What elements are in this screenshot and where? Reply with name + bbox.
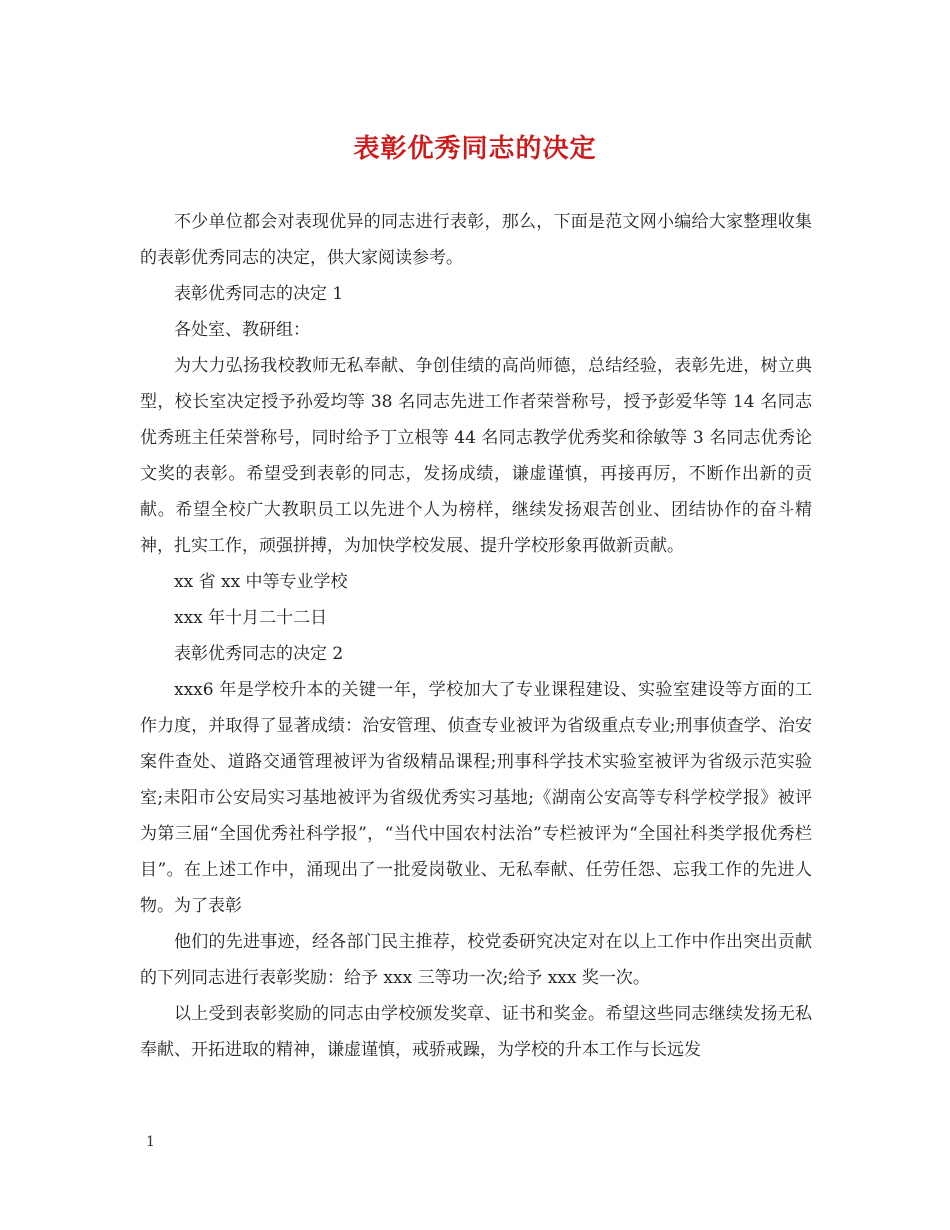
document-title: 表彰优秀同志的决定: [353, 134, 597, 164]
section-heading-2: 表彰优秀同志的决定 2: [174, 644, 344, 664]
section-heading-1: 表彰优秀同志的决定 1: [174, 284, 344, 304]
decision-2-award-paragraph: 他们的先进事迹，经各部门民主推荐，校党委研究决定对在以上工作中作出突出贡献的下列同志进行表彰奖励：给予 xxx 三等功一次;给予 xxx 奖一次。: [140, 932, 812, 988]
decision-2-closing-paragraph: 以上受到表彰奖励的同志由学校颁发奖章、证书和奖金。希望这些同志继续发扬无私奉献、开拓进取的精神，谦虚谨慎，戒骄戒躁，为学校的升本工作与长远发: [140, 1004, 812, 1060]
decision-1-paragraph: 为大力弘扬我校教师无私奉献、争创佳绩的高尚师德，总结经验，表彰先进，树立典型，校长室决定授予孙爱均等 38 名同志先进工作者荣誉称号，授予彭爱华等 14 名同志优秀班主任荣誉称号，同时给予丁立根等 44 名同志教学优秀奖和徐敏等 3 名同志优秀论文奖的表彰。希望受到表彰的同志，发扬成绩，谦虚谨慎，再接再厉，不断作出新的贡献。希望全校广大教职员工以先进个人为榜样，继续发扬艰苦创业、团结协作的奋斗精神，扎实工作，顽强拼搏，为加快学校发展、提升学校形象再做新贡献。: [140, 356, 812, 556]
signature-date: xxx 年十月二十二日: [174, 608, 328, 628]
document-body: [140, 204, 812, 1068]
signature-school: xx 省 xx 中等专业学校: [174, 572, 348, 592]
decision-2-paragraph: xxx6 年是学校升本的关键一年，学校加大了专业课程建设、实验室建设等方面的工作力度，并取得了显著成绩：治安管理、侦查专业被评为省级重点专业;刑事侦查学、治安案件查处、道路交通管理被评为省级精品课程;刑事科学技术实验室被评为省级示范实验室;耒阳市公安局实习基地被评为省级优秀实习基地;《湖南公安高等专科学校学报》被评为第三届“全国优秀社科学报”，“当代中国农村法治”专栏被评为“全国社科类学报优秀栏目”。在上述工作中，涌现出了一批爱岗敬业、无私奉献、任劳任怨、忘我工作的先进人物。为了表彰: [140, 680, 812, 916]
salutation: 各处室、教研组：: [174, 320, 310, 340]
intro-paragraph: 不少单位都会对表现优异的同志进行表彰，那么，下面是范文网小编给大家整理收集的表彰优秀同志的决定，供大家阅读参考。: [140, 212, 812, 268]
page-number: 1: [146, 1134, 155, 1150]
